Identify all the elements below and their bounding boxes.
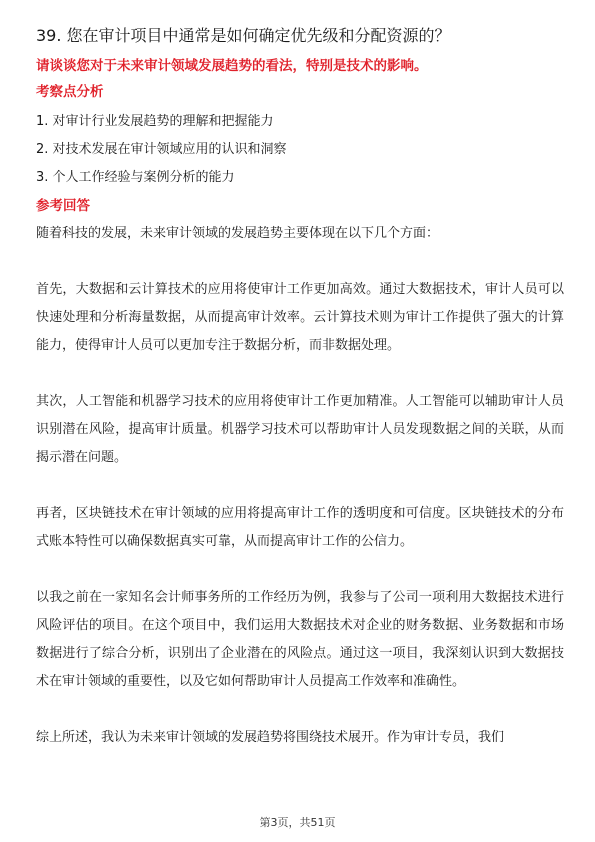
answer-paragraph: 随着科技的发展，未来审计领域的发展趋势主要体现在以下几个方面：	[36, 226, 440, 241]
analysis-list	[36, 108, 564, 192]
analysis-heading: 考察点分析	[36, 84, 104, 100]
answer-paragraph: 首先，大数据和云计算技术的应用将使审计工作更加高效。通过大数据技术，审计人员可以快速处理和分析海量数据，从而提高审计效率。云计算技术则为审计工作提供了强大的计算能力，使得审计人员可以更加专注于数据分析，而非数据处理。	[36, 282, 564, 353]
answer-paragraph: 其次，人工智能和机器学习技术的应用将使审计工作更加精准。人工智能可以辅助审计人员识别潜在风险，提高审计质量。机器学习技术可以帮助审计人员发现数据之间的关联，从而揭示潜在问题。	[36, 394, 564, 465]
page-footer: 第3页，共51页	[259, 816, 336, 829]
answer-paragraph: 以我之前在一家知名会计师事务所的工作经历为例，我参与了公司一项利用大数据技术进行风险评估的项目。在这个项目中，我们运用大数据技术对企业的财务数据、业务数据和市场数据进行了综合分析，识别出了企业潜在的风险点。通过这一项目，我深刻认识到大数据技术在审计领域的重要性，以及它如何帮助审计人员提高工作效率和准确性。	[36, 590, 564, 689]
question-prompt: 请谈谈您对于未来审计领域发展趋势的看法，特别是技术的影响。	[36, 58, 428, 74]
analysis-item: 1. 对审计行业发展趋势的理解和把握能力	[36, 114, 274, 129]
question-title: 39. 您在审计项目中通常是如何确定优先级和分配资源的？	[36, 26, 451, 45]
answer-paragraph: 综上所述，我认为未来审计领域的发展趋势将围绕技术展开。作为审计专员，我们	[36, 730, 505, 745]
analysis-item: 3. 个人工作经验与案例分析的能力	[36, 170, 235, 185]
answer-paragraph: 再者，区块链技术在审计领域的应用将提高审计工作的透明度和可信度。区块链技术的分布式账本特性可以确保数据真实可靠，从而提高审计工作的公信力。	[36, 506, 564, 549]
analysis-item: 2. 对技术发展在审计领域应用的认识和洞察	[36, 142, 287, 157]
answer-heading: 参考回答	[36, 198, 90, 214]
document-page	[36, 24, 564, 780]
